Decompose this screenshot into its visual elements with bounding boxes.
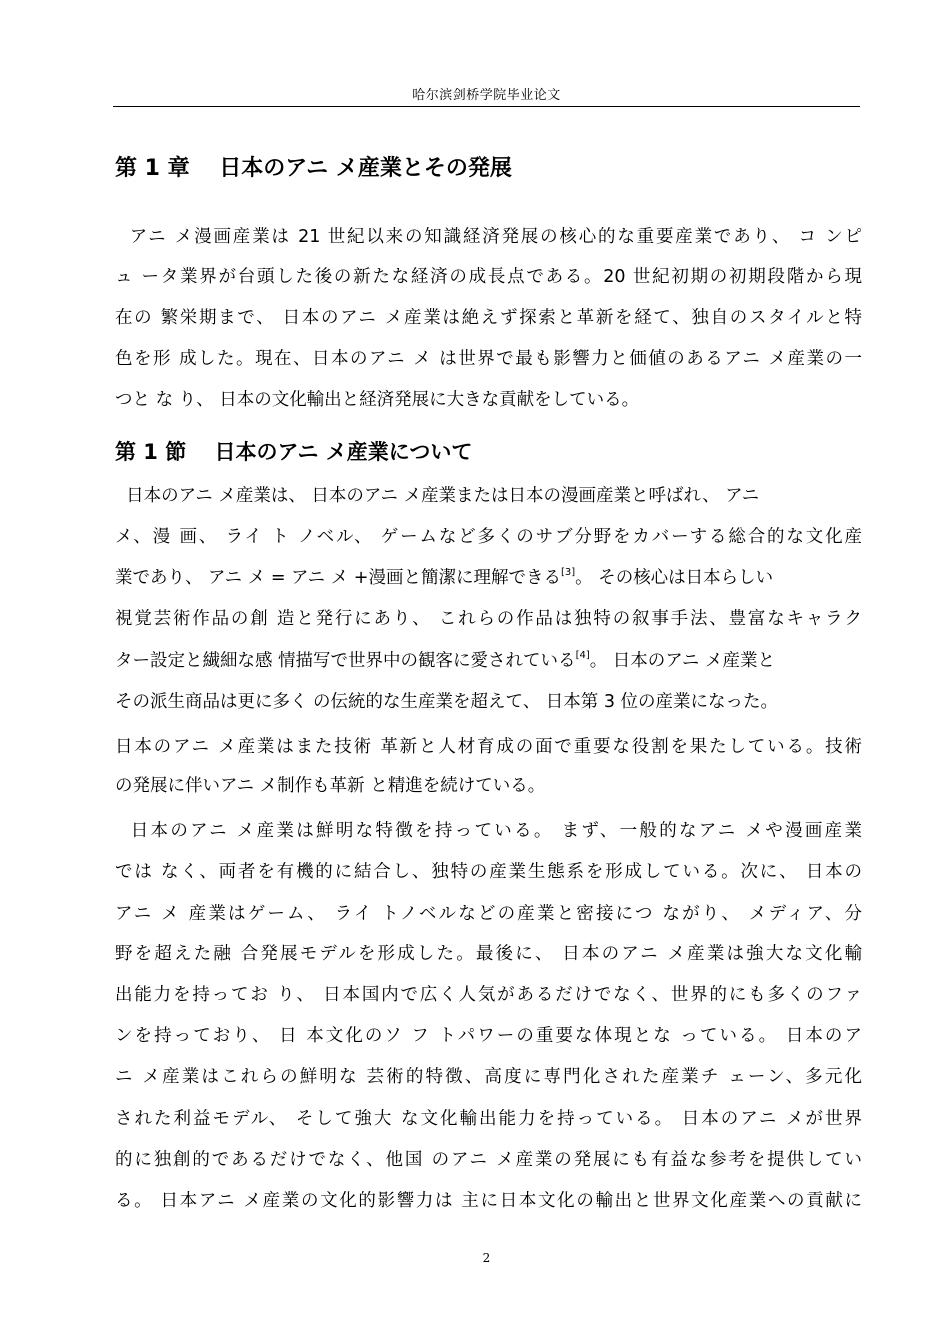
citation-4: [4] (575, 650, 590, 661)
para2-line-9: 的に独創的であるだけでなく、他国 のアニ メ産業の発展にも有益な参考を提供してい (115, 1150, 862, 1170)
para2-line-2: では なく、両者を有機的に結合し、独特の産業生態系を形成している。次に、 日本の (115, 862, 862, 882)
para2-line-5: 出能力を持ってお り、 日本国内で広く人気があるだけでなく、世界的にも多くのファ (115, 985, 862, 1005)
para1-line-3 (115, 567, 862, 589)
intro-line-3: 在の 繁栄期まで、 日本のアニ メ産業は絶えず探索と革新を経て、独自のスタイルと特 (115, 308, 862, 328)
para1-line-2: メ、漫 画、 ライ ト ノベル、 ゲームなど多くのサブ分野をカバーする総合的な文化産 (115, 527, 862, 547)
para1-line-8: の発展に伴いアニ メ制作も革新 と精進を続けている。 (115, 776, 546, 796)
header-rule (113, 106, 860, 107)
para1-line-7: 日本のアニ メ産業はまた技術 革新と人材育成の面で重要な役割を果たしている。技術 (115, 737, 862, 757)
para1-line-6: その派生商品は更に多く の伝統的な生産業を超えて、 日本第 3 位の産業になった。 (115, 692, 779, 712)
intro-line-1: アニ メ漫画産業は 21 世紀以来の知識経済発展の核心的な重要産業であり、 コ ンピ (115, 227, 862, 247)
citation-3: [3] (560, 567, 576, 578)
para1-line-3-tail: 。 その核心は日本らしい (575, 568, 774, 588)
para1-line-4: 視覚芸術作品の創 造と発行にあり、 これらの作品は独特の叙事手法、豊富なキャラク (115, 609, 862, 629)
para1-line-3-text: 業であり、 アニ メ = アニ メ +漫画と簡潔に理解できる (115, 568, 561, 588)
intro-line-2: ュ ータ業界が台頭した後の新たな経済の成長点である。20 世紀初期の初期段階から現 (115, 267, 862, 287)
intro-line-5: つと な り、 日本の文化輸出と経済発展に大きな貢献をしている。 (115, 390, 640, 410)
running-header: 哈尔滨剑桥学院毕业论文 (412, 88, 561, 103)
para1-line-5-tail: 。 日本のアニ メ産業と (589, 651, 775, 671)
para2-line-7: ニ メ産業はこれらの鮮明な 芸術的特徴、高度に専門化された産業チ ェーン、多元化 (115, 1067, 862, 1087)
para2-line-3: アニ メ 産業はゲーム、 ライ トノベルなどの産業と密接につ ながり、 メディア、分 (115, 904, 862, 924)
para2-line-4: 野を超えた融 合発展モデルを形成した。最後に、 日本のアニ メ産業は強大な文化輸 (115, 944, 862, 964)
para1-line-1: 日本のアニ メ産業は、 日本のアニ メ産業または日本の漫画産業と呼ばれ、 アニ (115, 486, 760, 506)
section-title: 第 1 節 日本のアニ メ産業について (115, 440, 473, 464)
chapter-title: 第 1 章 日本のアニ メ産業とその発展 (115, 156, 512, 181)
para2-line-1: 日本のアニ メ産業は鮮明な特徴を持っている。 まず、一般的なアニ メや漫画産業 (115, 821, 862, 841)
para2-line-10: る。 日本アニ メ産業の文化的影響力は 主に日本文化の輸出と世界文化産業への貢献に (115, 1191, 862, 1211)
para2-line-8: された利益モデル、 そして強大 な文化輸出能力を持っている。 日本のアニ メが世界 (115, 1109, 862, 1129)
intro-line-4: 色を形 成した。現在、日本のアニ メ は世界で最も影響力と価値のあるアニ メ産業の一 (115, 349, 862, 369)
para2-line-6: ンを持っており、 日 本文化のソ フ トパワーの重要な体現とな っている。 日本のア (115, 1026, 862, 1046)
para1-line-5 (115, 650, 862, 672)
page-number: 2 (482, 1251, 491, 1265)
para1-line-5-text: ター設定と繊細な感 情描写で世界中の観客に愛されている (115, 651, 576, 671)
